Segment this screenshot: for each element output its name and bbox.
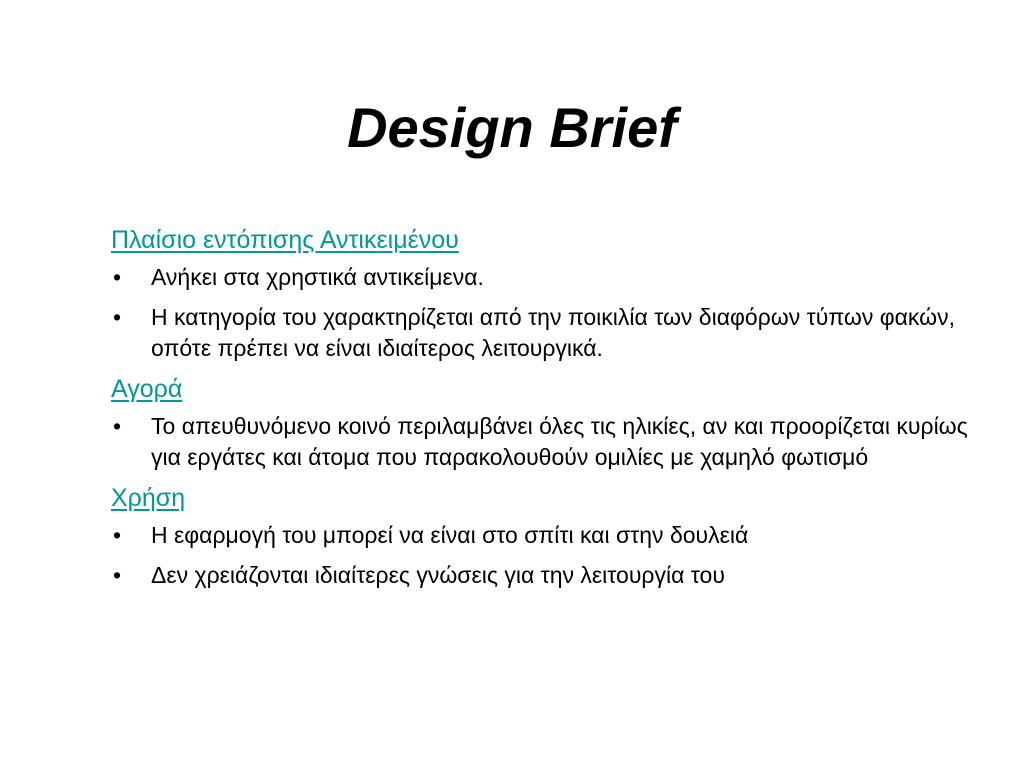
section-heading-object-context: Πλαίσιο εντόπισης Αντικειμένου (111, 226, 459, 254)
bullet-item (111, 560, 981, 591)
bullet-item (111, 411, 981, 473)
bullet-text: Η εφαρμογή του μπορεί να είναι στο σπίτι και στην δουλειά (151, 522, 749, 548)
bullet-glyph: • (113, 413, 122, 439)
bullet-list-object-context (111, 262, 981, 364)
bullet-glyph: • (113, 304, 122, 330)
bullet-list-market (111, 411, 981, 473)
bullet-glyph: • (113, 264, 122, 290)
bullet-text: Δεν χρειάζονται ιδιαίτερες γνώσεις για την λειτουργία του (151, 562, 725, 588)
section-heading-market: Αγορά (111, 375, 183, 403)
bullet-item (111, 302, 981, 364)
bullet-text: Η κατηγορία του χαρακτηρίζεται από την ποικιλία των διαφόρων τύπων φακών, οπότε πρέπει να είναι ιδιαίτερος λειτουργικά. (151, 304, 955, 361)
bullet-item (111, 520, 981, 551)
section-heading-usage: Χρήση (111, 484, 186, 512)
bullet-glyph: • (113, 562, 122, 588)
bullet-item (111, 262, 981, 293)
bullet-text: Το απευθυνόμενο κοινό περιλαμβάνει όλες τις ηλικίες, αν και προορίζεται κυρίως για εργάτες και άτομα που παρακολουθούν ομιλίες με χαμηλό φωτισμό (151, 413, 968, 470)
slide-body (111, 224, 981, 600)
bullet-glyph: • (113, 522, 122, 548)
slide-title: Design Brief (347, 96, 677, 159)
bullet-list-usage (111, 520, 981, 591)
bullet-text: Ανήκει στα χρηστικά αντικείμενα. (151, 264, 484, 290)
